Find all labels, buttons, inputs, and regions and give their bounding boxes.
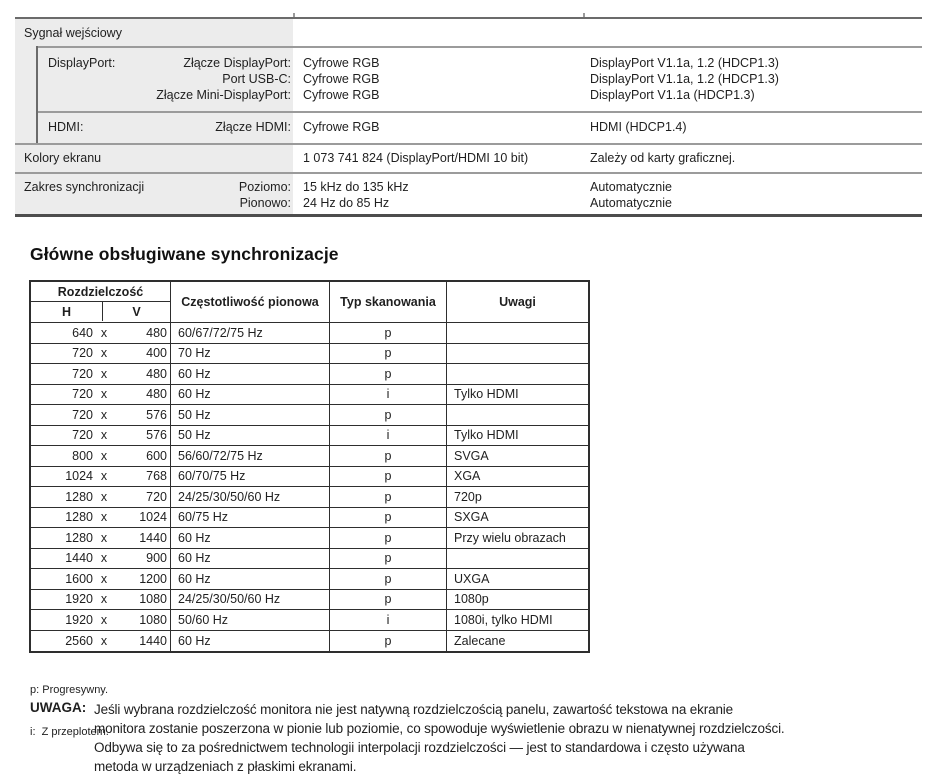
note-line: metoda w urządzeniach z płaskimi ekranami. [94, 759, 357, 774]
h-value: 1920 [65, 612, 93, 627]
range-value: 15 kHz do 135 kHz [303, 180, 409, 194]
resolution-cell [31, 508, 171, 528]
scan-type-cell: i [330, 426, 447, 446]
resolution-row [31, 426, 588, 447]
scan-type-cell: p [330, 323, 447, 343]
resolutions-table-header [31, 282, 588, 323]
scan-type-cell: p [330, 549, 447, 569]
notes-cell: Zalecane [454, 633, 506, 648]
h-value: 720 [72, 387, 93, 402]
v-value: 600 [146, 448, 167, 463]
frequency-cell: 50 Hz [171, 405, 330, 425]
x-separator: x [100, 346, 108, 361]
scan-type-cell: p [330, 364, 447, 384]
resolution-header-group [31, 282, 171, 322]
h-value: 1440 [65, 551, 93, 566]
resolution-cell [31, 569, 171, 589]
resolution-cell [31, 631, 171, 652]
resolution-cell [31, 610, 171, 630]
resolution-row [31, 344, 588, 365]
signal-value: Cyfrowe RGB [303, 56, 380, 70]
resolution-row [31, 487, 588, 508]
screen-colors-label: Kolory ekranu [24, 151, 102, 165]
notes-cell: 720p [454, 489, 482, 504]
frequency-cell: 60/67/72/75 Hz [171, 323, 330, 343]
resolution-row [31, 323, 588, 344]
resolution-cell [31, 364, 171, 384]
sync-range-label: Zakres synchronizacji [24, 180, 145, 194]
x-separator: x [100, 592, 108, 607]
frequency-cell: 24/25/30/50/60 Hz [171, 487, 330, 507]
scan-type-cell: p [330, 631, 447, 652]
v-value: 480 [146, 366, 167, 381]
h-value: 1600 [65, 571, 93, 586]
resolution-cell [31, 528, 171, 548]
resolution-row [31, 528, 588, 549]
scan-type-cell: p [330, 528, 447, 548]
note-line: Jeśli wybrana rozdzielczość monitora nie jest natywną rozdzielczością panelu, zawartość tekstowa na ekranie [94, 702, 734, 717]
hdmi-group-label: HDMI: [48, 120, 84, 134]
h-value: 640 [72, 325, 93, 340]
signal-value: Cyfrowe RGB [303, 120, 380, 134]
sync-range-modes [590, 179, 672, 211]
range-mode: Automatycznie [590, 196, 672, 210]
v-value: 768 [146, 469, 167, 484]
range-value: 24 Hz do 85 Hz [303, 196, 390, 210]
v-value: 576 [146, 407, 167, 422]
rule-top [15, 17, 922, 19]
x-separator: x [100, 366, 108, 381]
h-value: 1280 [65, 489, 93, 504]
notes-cell: SVGA [454, 448, 489, 463]
notes-cell: UXGA [454, 571, 490, 586]
notes-cell: XGA [454, 469, 481, 484]
resolution-row [31, 590, 588, 611]
sync-range-values [303, 179, 409, 211]
frequency-cell: 50/60 Hz [171, 610, 330, 630]
scan-type-cell: p [330, 508, 447, 528]
frequency-cell: 24/25/30/50/60 Hz [171, 590, 330, 610]
h-value: 1280 [65, 510, 93, 525]
resolution-cell [31, 590, 171, 610]
connector-label: Złącze HDMI: [215, 120, 291, 134]
standard-value: HDMI (HDCP1.4) [590, 120, 687, 134]
x-separator: x [100, 571, 108, 586]
v-value: 480 [146, 387, 167, 402]
resolution-cell [31, 405, 171, 425]
x-separator: x [100, 387, 108, 402]
notes-cell: SXGA [454, 510, 489, 525]
resolution-row [31, 446, 588, 467]
direction-label: Poziomo: [238, 180, 291, 194]
h-value: 1920 [65, 592, 93, 607]
displayport-signal-values [303, 55, 379, 103]
resolution-row [31, 508, 588, 529]
connector-label: Złącze Mini-DisplayPort: [156, 88, 291, 102]
x-separator: x [100, 448, 108, 463]
h-value: 800 [72, 448, 93, 463]
note-label: UWAGA: [30, 700, 87, 715]
resolution-row [31, 610, 588, 631]
screen-colors-note: Zależy od karty graficznej. [590, 151, 736, 165]
signal-value: Cyfrowe RGB [303, 88, 380, 102]
rule-between-displayport-hdmi [36, 111, 922, 113]
scan-type-cell: i [330, 610, 447, 630]
resolution-header: Rozdzielczość [31, 282, 170, 302]
h-value: 2560 [65, 633, 93, 648]
v-value: 720 [146, 489, 167, 504]
v-column-header: V [132, 304, 141, 319]
x-separator: x [100, 612, 108, 627]
spec-table [15, 17, 922, 217]
resolution-cell [31, 344, 171, 364]
rule-above-screen-colors [15, 143, 922, 145]
footnote-interlaced: i: Z przeplotem. [30, 726, 109, 738]
x-separator: x [100, 551, 108, 566]
v-value: 1024 [139, 510, 167, 525]
v-value: 1440 [139, 633, 167, 648]
frequency-cell: 60 Hz [171, 631, 330, 652]
v-value: 480 [146, 325, 167, 340]
x-separator: x [100, 407, 108, 422]
rule-below-input-signal [36, 46, 922, 48]
notes-cell: Tylko HDMI [454, 428, 519, 443]
standard-value: DisplayPort V1.1a (HDCP1.3) [590, 88, 755, 102]
h-value: 720 [72, 346, 93, 361]
x-separator: x [100, 469, 108, 484]
x-separator: x [100, 530, 108, 545]
rule-bottom [15, 214, 922, 217]
indent-rule [36, 46, 38, 143]
v-value: 576 [146, 428, 167, 443]
notes-column-header: Uwagi [499, 295, 536, 309]
resolutions-table [29, 280, 590, 653]
frequency-cell: 60/70/75 Hz [171, 467, 330, 487]
frequency-cell: 60 Hz [171, 549, 330, 569]
v-value: 1080 [139, 612, 167, 627]
resolution-row [31, 405, 588, 426]
connector-label: Złącze DisplayPort: [183, 56, 291, 70]
scan-type-cell: p [330, 405, 447, 425]
x-separator: x [100, 489, 108, 504]
h-value: 1024 [65, 469, 93, 484]
v-value: 1080 [139, 592, 167, 607]
h-value: 1280 [65, 530, 93, 545]
v-value: 1440 [139, 530, 167, 545]
x-separator: x [100, 510, 108, 525]
notes-cell: Przy wielu obrazach [454, 530, 566, 545]
x-separator: x [100, 428, 108, 443]
scan-type-cell: p [330, 467, 447, 487]
resolution-cell [31, 385, 171, 405]
frequency-column-header: Częstotliwość pionowa [171, 282, 330, 322]
signal-value: Cyfrowe RGB [303, 72, 380, 86]
resolution-cell [31, 446, 171, 466]
frequency-cell: 60 Hz [171, 528, 330, 548]
notes-cell: 1080p [454, 592, 489, 607]
footnote-progressive: p: Progresywny. [30, 684, 109, 696]
v-value: 900 [146, 551, 167, 566]
frequency-cell: 56/60/72/75 Hz [171, 446, 330, 466]
note-line: monitora zostanie poszerzona w pionie lub poziomie, co spowoduje wyświetlenie obrazu w nienatywnej rozdzielczości. [94, 721, 785, 736]
resolution-cell [31, 549, 171, 569]
v-value: 400 [146, 346, 167, 361]
direction-label: Pionowo: [239, 196, 291, 210]
range-mode: Automatycznie [590, 180, 672, 194]
scan-type-cell: p [330, 344, 447, 364]
note-text [94, 700, 930, 776]
displayport-standard-values [590, 55, 779, 103]
scan-type-cell: p [330, 487, 447, 507]
frequency-cell: 60 Hz [171, 364, 330, 384]
notes-cell: 1080i, tylko HDMI [454, 612, 553, 627]
displayport-group-label: DisplayPort: [48, 56, 116, 70]
h-value: 720 [72, 428, 93, 443]
frequency-cell: 50 Hz [171, 426, 330, 446]
x-separator: x [100, 633, 108, 648]
resolution-row [31, 549, 588, 570]
frequency-cell: 60 Hz [171, 569, 330, 589]
note-line: Odbywa się to za pośrednictwem technologii interpolacji rozdzielczości — jest to standardowa i często używana [94, 740, 745, 755]
scan-type-cell: p [330, 590, 447, 610]
scan-type-cell: i [330, 385, 447, 405]
resolution-row [31, 569, 588, 590]
standard-value: DisplayPort V1.1a, 1.2 (HDCP1.3) [590, 72, 779, 86]
resolution-row [31, 631, 588, 652]
resolution-cell [31, 323, 171, 343]
x-separator: x [100, 325, 108, 340]
frequency-cell: 70 Hz [171, 344, 330, 364]
sync-range-direction-labels [141, 179, 291, 211]
notes-cell: Tylko HDMI [454, 387, 519, 402]
h-value: 720 [72, 407, 93, 422]
resolution-row [31, 385, 588, 406]
section-heading: Główne obsługiwane synchronizacje [30, 244, 339, 264]
resolution-cell [31, 487, 171, 507]
standard-value: DisplayPort V1.1a, 1.2 (HDCP1.3) [590, 56, 779, 70]
scan-type-cell: p [330, 569, 447, 589]
scan-type-cell: p [330, 446, 447, 466]
frequency-cell: 60 Hz [171, 385, 330, 405]
rule-above-sync-range [15, 172, 922, 174]
connector-label: Port USB-C: [222, 72, 291, 86]
resolution-cell [31, 467, 171, 487]
input-signal-label: Sygnał wejściowy [24, 26, 122, 40]
resolutions-table-body [31, 323, 588, 651]
scan-type-column-header: Typ skanowania [330, 282, 447, 322]
v-value: 1200 [139, 571, 167, 586]
screen-colors-value: 1 073 741 824 (DisplayPort/HDMI 10 bit) [303, 151, 529, 165]
resolution-row [31, 364, 588, 385]
resolution-row [31, 467, 588, 488]
displayport-connector-labels [141, 55, 291, 103]
h-column-header: H [31, 302, 103, 321]
frequency-cell: 60/75 Hz [171, 508, 330, 528]
resolution-cell [31, 426, 171, 446]
h-value: 720 [72, 366, 93, 381]
